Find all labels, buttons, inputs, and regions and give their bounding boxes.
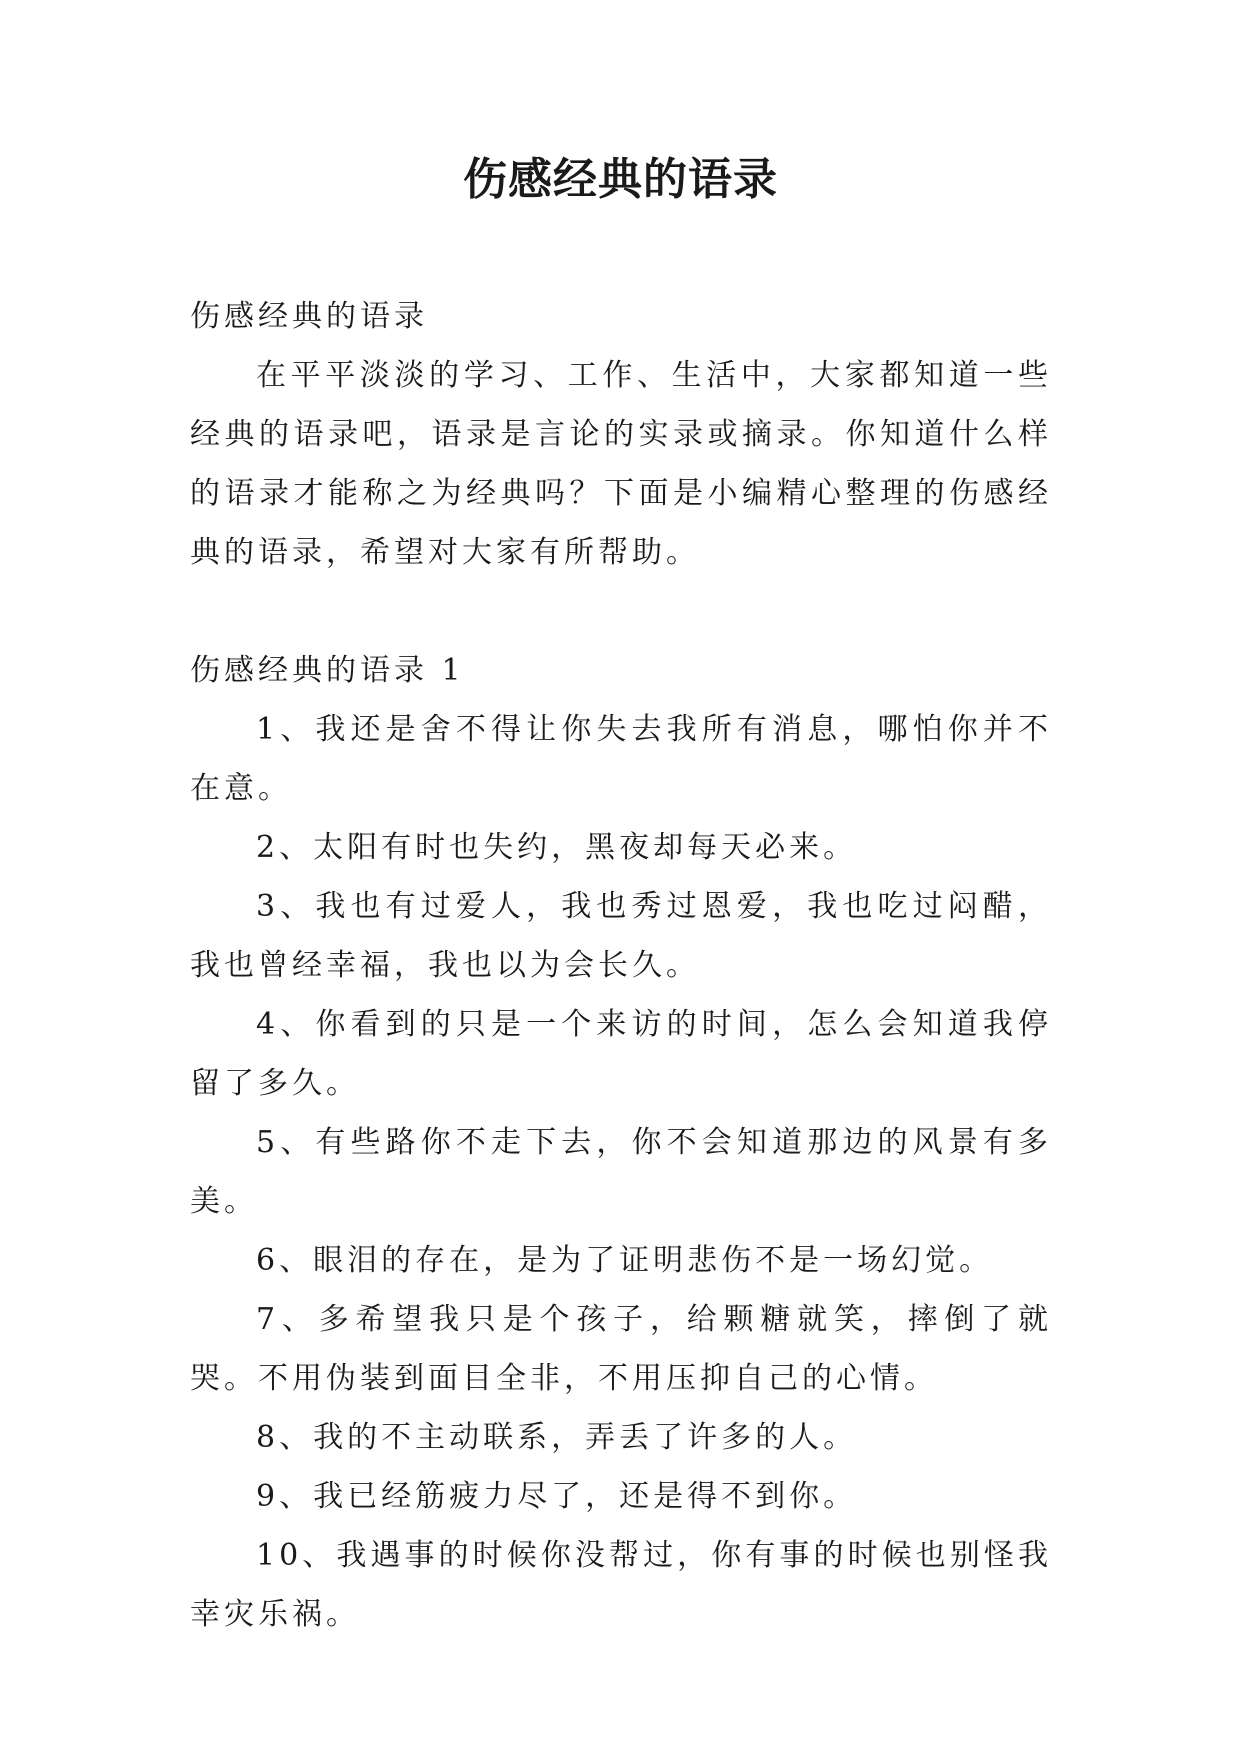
quote-item: 3、我也有过爱人，我也秀过恩爱，我也吃过闷醋，我也曾经幸福，我也以为会长久。	[190, 889, 1052, 983]
quote-item: 7、多希望我只是个孩子，给颗糖就笑，摔倒了就哭。不用伪装到面目全非，不用压抑自己的心情。	[190, 1302, 1052, 1396]
quote-item: 10、我遇事的时候你没帮过，你有事的时候也别怪我幸灾乐祸。	[190, 1538, 1052, 1632]
intro-paragraph: 在平平淡淡的学习、工作、生活中，大家都知道一些经典的语录吧，语录是言论的实录或摘录。你知道什么样的语录才能称之为经典吗？下面是小编精心整理的伤感经典的语录，希望对大家有所帮助。	[190, 358, 1052, 570]
quote-item: 5、有些路你不走下去，你不会知道那边的风景有多美。	[190, 1125, 1052, 1219]
document-title: 伤感经典的语录	[463, 154, 778, 205]
quote-item: 9、我已经筋疲力尽了，还是得不到你。	[256, 1479, 858, 1514]
subtitle: 伤感经典的语录	[190, 299, 428, 334]
quote-item: 4、你看到的只是一个来访的时间，怎么会知道我停留了多久。	[190, 1007, 1052, 1101]
quote-item: 1、我还是舍不得让你失去我所有消息，哪怕你并不在意。	[190, 712, 1052, 806]
paragraph-spacer	[190, 582, 1052, 641]
section-heading: 伤感经典的语录 1	[190, 653, 465, 688]
quote-item: 2、太阳有时也失约，黑夜却每天必来。	[256, 830, 858, 865]
quote-item: 8、我的不主动联系，弄丢了许多的人。	[256, 1420, 858, 1455]
document-body	[190, 287, 1052, 1644]
quote-item: 6、眼泪的存在，是为了证明悲伤不是一场幻觉。	[256, 1243, 994, 1278]
